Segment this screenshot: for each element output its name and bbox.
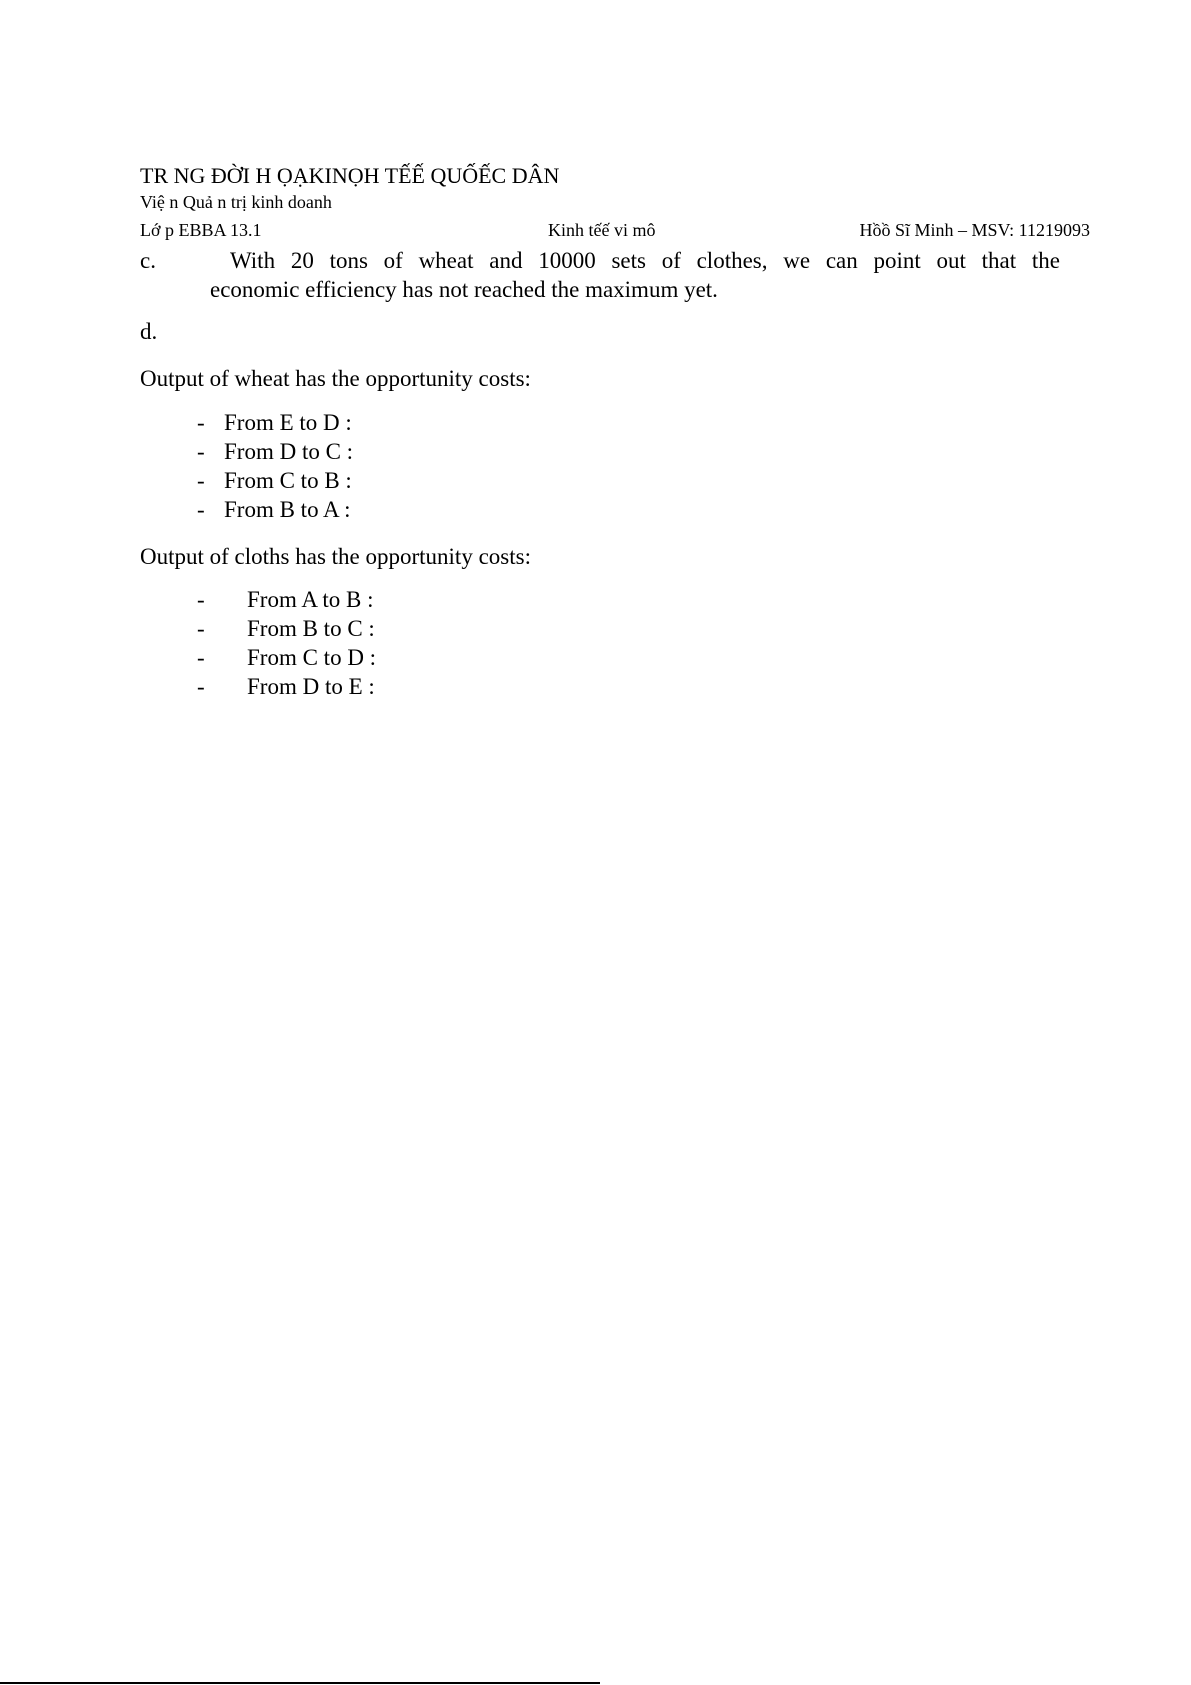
list-item-text: From D to E : <box>247 674 375 699</box>
dash-bullet: - <box>197 645 205 670</box>
footer-divider <box>0 1682 600 1684</box>
header-info-row <box>140 220 1090 244</box>
cloths-heading: Output of cloths has the opportunity costs: <box>140 544 531 569</box>
answer-c-marker: c. <box>140 248 156 273</box>
institute-name: Việ n Quả n trị kinh doanh <box>140 192 332 212</box>
list-item-text: From C to B : <box>224 468 352 493</box>
list-item-text: From E to D : <box>224 410 352 435</box>
wheat-heading: Output of wheat has the opportunity costs: <box>140 366 531 391</box>
list-item-text: From B to A : <box>224 497 351 522</box>
dash-bullet: - <box>197 587 205 612</box>
dash-bullet: - <box>197 439 205 464</box>
university-name: TR NG ĐỜI H ỌẠKINỌH TẾẾ QUỐẾC DÂN <box>140 163 560 188</box>
answer-d-marker: d. <box>140 319 158 344</box>
answer-c-line-1: With 20 tons of wheat and 10000 sets of clothes, we can point out that the <box>230 248 1060 273</box>
class-label: Lớ p EBBA 13.1 <box>140 220 262 240</box>
list-item-text: From D to C : <box>224 439 354 464</box>
dash-bullet: - <box>197 410 205 435</box>
dash-bullet: - <box>197 468 205 493</box>
dash-bullet: - <box>197 497 205 522</box>
dash-bullet: - <box>197 616 205 641</box>
list-item-text: From A to B : <box>247 587 374 612</box>
answer-c-line-2: economic efficiency has not reached the maximum yet. <box>210 277 718 302</box>
subject-label: Kinh tếế vi mô <box>548 220 656 240</box>
dash-bullet: - <box>197 674 205 699</box>
list-item-text: From C to D : <box>247 645 377 670</box>
student-info: Hồồ Sĩ Minh – MSV: 11219093 <box>859 220 1090 240</box>
list-item-text: From B to C : <box>247 616 375 641</box>
